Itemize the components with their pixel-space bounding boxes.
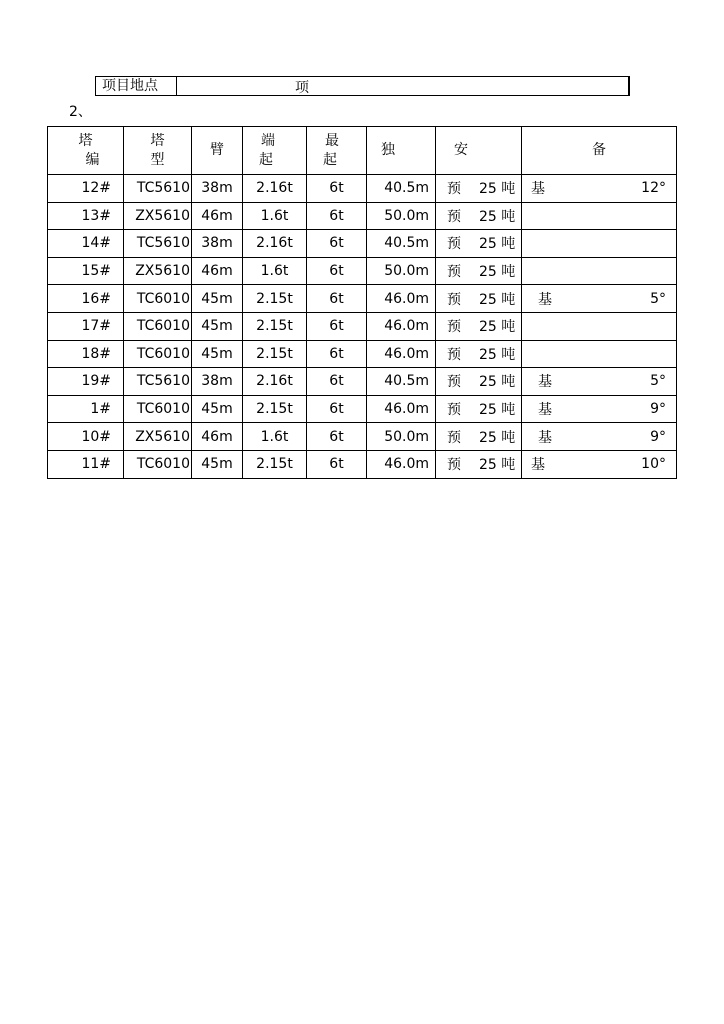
project-location-box <box>95 76 630 96</box>
cell-model: TC6010 <box>124 312 192 340</box>
table-row <box>48 423 677 451</box>
cell-tip-load: 2.16t <box>243 175 307 203</box>
cell-install-type: 预 <box>447 236 461 253</box>
cell-install-tonnage: 25 吨 <box>479 402 516 419</box>
cell-tower-no: 15# <box>48 257 124 285</box>
cell-install-tonnage: 25 吨 <box>479 374 516 391</box>
cell-height: 40.5m <box>367 230 436 258</box>
cell-install <box>436 257 522 285</box>
header-install: 安 <box>436 127 522 175</box>
cell-tip-load: 2.15t <box>243 450 307 478</box>
cell-arm: 46m <box>192 423 243 451</box>
cell-tip-load: 2.15t <box>243 312 307 340</box>
cell-install-type: 预 <box>447 181 461 198</box>
tower-crane-table <box>47 126 677 479</box>
cell-install-tonnage: 25 吨 <box>479 429 516 446</box>
cell-note-a: 基 <box>538 374 552 391</box>
cell-install <box>436 368 522 396</box>
cell-max-load: 6t <box>307 230 367 258</box>
cell-note <box>522 285 677 313</box>
cell-install-type: 预 <box>447 264 461 281</box>
cell-arm: 46m <box>192 202 243 230</box>
cell-model: TC5610 <box>124 230 192 258</box>
cell-max-load: 6t <box>307 450 367 478</box>
cell-model: TC5610 <box>124 175 192 203</box>
cell-install <box>436 202 522 230</box>
cell-tower-no: 14# <box>48 230 124 258</box>
header-arm: 臂 <box>192 127 243 175</box>
header-tower-no: 塔 编 <box>48 127 124 175</box>
cell-install-tonnage: 25 吨 <box>479 457 516 474</box>
cell-note <box>522 368 677 396</box>
cell-height: 50.0m <box>367 257 436 285</box>
cell-tip-load: 2.15t <box>243 395 307 423</box>
cell-tip-load: 1.6t <box>243 202 307 230</box>
project-location-value: 项 <box>295 80 309 96</box>
cell-install-type: 预 <box>447 291 461 308</box>
table-row <box>48 450 677 478</box>
cell-install-tonnage: 25 吨 <box>479 291 516 308</box>
cell-install-tonnage: 25 吨 <box>479 236 516 253</box>
cell-model: ZX5610 <box>124 423 192 451</box>
cell-install-type: 预 <box>447 208 461 225</box>
cell-max-load: 6t <box>307 312 367 340</box>
cell-note-b: 5° <box>650 290 666 307</box>
cell-note <box>522 450 677 478</box>
cell-max-load: 6t <box>307 285 367 313</box>
cell-height: 46.0m <box>367 312 436 340</box>
header-height: 独 <box>367 127 436 175</box>
cell-tower-no: 16# <box>48 285 124 313</box>
cell-note <box>522 423 677 451</box>
cell-install-type: 预 <box>447 374 461 391</box>
cell-arm: 45m <box>192 395 243 423</box>
cell-arm: 38m <box>192 368 243 396</box>
table-row <box>48 285 677 313</box>
table-row <box>48 368 677 396</box>
cell-note <box>522 257 677 285</box>
cell-install-type: 预 <box>447 402 461 419</box>
table-row <box>48 202 677 230</box>
cell-note <box>522 175 677 203</box>
cell-max-load: 6t <box>307 257 367 285</box>
cell-max-load: 6t <box>307 423 367 451</box>
cell-install <box>436 312 522 340</box>
cell-model: ZX5610 <box>124 257 192 285</box>
cell-tip-load: 2.16t <box>243 230 307 258</box>
cell-install <box>436 450 522 478</box>
cell-note-b: 5° <box>650 373 666 390</box>
cell-install <box>436 423 522 451</box>
cell-arm: 45m <box>192 285 243 313</box>
cell-note-b: 10° <box>641 456 666 473</box>
cell-tower-no: 12# <box>48 175 124 203</box>
cell-height: 40.5m <box>367 368 436 396</box>
cell-tower-no: 19# <box>48 368 124 396</box>
project-location-label: 项目地点 <box>96 77 177 95</box>
cell-note <box>522 202 677 230</box>
cell-install <box>436 340 522 368</box>
cell-note-a: 基 <box>538 402 552 419</box>
cell-note-a: 基 <box>531 457 545 474</box>
cell-note <box>522 340 677 368</box>
cell-tip-load: 1.6t <box>243 257 307 285</box>
cell-tip-load: 1.6t <box>243 423 307 451</box>
cell-note-b: 9° <box>650 428 666 445</box>
table-row <box>48 340 677 368</box>
cell-install <box>436 395 522 423</box>
cell-height: 46.0m <box>367 395 436 423</box>
cell-max-load: 6t <box>307 340 367 368</box>
cell-model: TC6010 <box>124 285 192 313</box>
cell-tower-no: 13# <box>48 202 124 230</box>
cell-arm: 45m <box>192 340 243 368</box>
cell-arm: 45m <box>192 450 243 478</box>
cell-install-tonnage: 25 吨 <box>479 208 516 225</box>
cell-install-type: 预 <box>447 429 461 446</box>
cell-model: TC6010 <box>124 340 192 368</box>
header-max-load: 最 起 <box>307 127 367 175</box>
cell-model: TC5610 <box>124 368 192 396</box>
cell-install-tonnage: 25 吨 <box>479 319 516 336</box>
table-row <box>48 175 677 203</box>
cell-model: TC6010 <box>124 450 192 478</box>
cell-tip-load: 2.16t <box>243 368 307 396</box>
cell-note-b: 9° <box>650 401 666 418</box>
cell-arm: 38m <box>192 175 243 203</box>
cell-install <box>436 175 522 203</box>
cell-model: ZX5610 <box>124 202 192 230</box>
cell-install <box>436 285 522 313</box>
cell-tower-no: 17# <box>48 312 124 340</box>
table-row <box>48 257 677 285</box>
table-row <box>48 395 677 423</box>
cell-install-type: 预 <box>447 457 461 474</box>
cell-arm: 45m <box>192 312 243 340</box>
cell-model: TC6010 <box>124 395 192 423</box>
cell-arm: 38m <box>192 230 243 258</box>
cell-height: 46.0m <box>367 340 436 368</box>
cell-height: 50.0m <box>367 202 436 230</box>
cell-max-load: 6t <box>307 202 367 230</box>
cell-note-a: 基 <box>531 181 545 198</box>
cell-note <box>522 230 677 258</box>
cell-tip-load: 2.15t <box>243 285 307 313</box>
table-header-row <box>48 127 677 175</box>
cell-install-type: 预 <box>447 319 461 336</box>
cell-arm: 46m <box>192 257 243 285</box>
cell-note-a: 基 <box>538 429 552 446</box>
section-number: 2、 <box>69 104 92 120</box>
cell-tower-no: 1# <box>48 395 124 423</box>
cell-install-type: 预 <box>447 346 461 363</box>
cell-install-tonnage: 25 吨 <box>479 181 516 198</box>
cell-height: 40.5m <box>367 175 436 203</box>
header-tower-model: 塔 型 <box>124 127 192 175</box>
cell-note-b: 12° <box>641 180 666 197</box>
cell-height: 46.0m <box>367 450 436 478</box>
table-row <box>48 312 677 340</box>
header-tip-load: 端 起 <box>243 127 307 175</box>
cell-tower-no: 10# <box>48 423 124 451</box>
cell-max-load: 6t <box>307 368 367 396</box>
cell-max-load: 6t <box>307 395 367 423</box>
cell-height: 50.0m <box>367 423 436 451</box>
cell-tower-no: 11# <box>48 450 124 478</box>
cell-height: 46.0m <box>367 285 436 313</box>
cell-note-a: 基 <box>538 291 552 308</box>
cell-install-tonnage: 25 吨 <box>479 346 516 363</box>
cell-install-tonnage: 25 吨 <box>479 264 516 281</box>
cell-note <box>522 312 677 340</box>
cell-max-load: 6t <box>307 175 367 203</box>
table-row <box>48 230 677 258</box>
cell-tower-no: 18# <box>48 340 124 368</box>
cell-tip-load: 2.15t <box>243 340 307 368</box>
header-note: 备 <box>522 127 677 175</box>
cell-install <box>436 230 522 258</box>
cell-note <box>522 395 677 423</box>
